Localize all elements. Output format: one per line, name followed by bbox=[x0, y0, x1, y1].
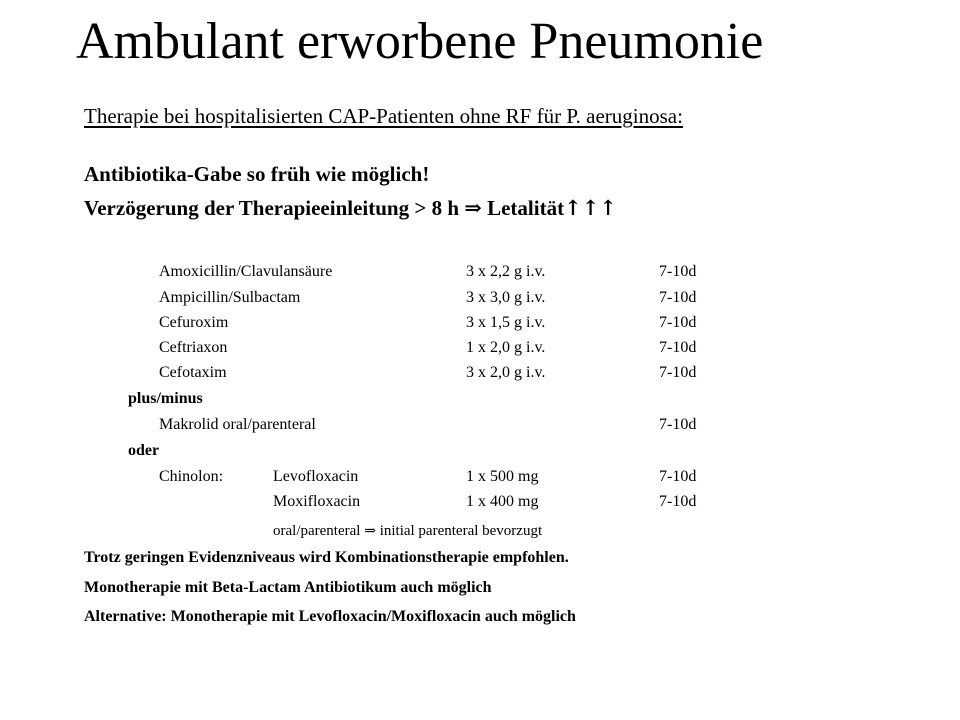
emphasis-line-delay-lethality bbox=[84, 194, 617, 222]
chinolon-drug-dose: 1 x 400 mg bbox=[466, 493, 539, 510]
chinolon-drug-name: Levofloxacin bbox=[273, 468, 359, 485]
implies-arrow-icon: ⇒ bbox=[464, 195, 482, 220]
footer-line: Monotherapie mit Beta-Lactam Antibiotikum auch möglich bbox=[84, 579, 492, 596]
drug-duration: 7-10d bbox=[659, 314, 697, 331]
oder-label: oder bbox=[128, 442, 160, 459]
chinolon-drug-duration: 7-10d bbox=[659, 468, 697, 485]
drug-dose: 3 x 2,0 g i.v. bbox=[466, 364, 546, 381]
note-post: initial parenteral bevorzugt bbox=[379, 523, 543, 539]
drug-name: Ceftriaxon bbox=[159, 339, 228, 356]
drug-dose: 3 x 1,5 g i.v. bbox=[466, 314, 546, 331]
makrolid-name: Makrolid oral/parenteral bbox=[159, 416, 316, 433]
slide-subtitle: Therapie bei hospitalisierten CAP-Patienten ohne RF für P. aeruginosa: bbox=[84, 104, 683, 128]
makrolid-duration: 7-10d bbox=[659, 416, 697, 433]
delay-text: Verzögerung der Therapieeinleitung > 8 h bbox=[84, 196, 459, 220]
drug-duration: 7-10d bbox=[659, 339, 697, 356]
drug-name: Cefuroxim bbox=[159, 314, 229, 331]
drug-dose: 3 x 3,0 g i.v. bbox=[466, 289, 546, 306]
slide-title: Ambulant erworbene Pneumonie bbox=[76, 13, 764, 70]
up-arrows-icon: ↑↑↑ bbox=[564, 195, 617, 220]
drug-duration: 7-10d bbox=[659, 289, 697, 306]
footer-line: Alternative: Monotherapie mit Levofloxacin/Moxifloxacin auch möglich bbox=[84, 608, 576, 625]
chinolon-drug-dose: 1 x 500 mg bbox=[466, 468, 539, 485]
emphasis-line-early-antibiotics: Antibiotika-Gabe so früh wie möglich! bbox=[84, 162, 430, 186]
drug-name: Cefotaxim bbox=[159, 364, 227, 381]
chinolon-label: Chinolon: bbox=[159, 468, 224, 485]
drug-dose: 1 x 2,0 g i.v. bbox=[466, 339, 546, 356]
administration-note bbox=[273, 521, 542, 541]
lethality-text: Letalität bbox=[487, 196, 565, 220]
implies-arrow-icon: ⇒ bbox=[364, 523, 376, 539]
drug-name: Ampicillin/Sulbactam bbox=[159, 289, 301, 306]
note-pre: oral/parenteral bbox=[273, 523, 361, 539]
plus-minus-label: plus/minus bbox=[128, 390, 203, 407]
chinolon-drug-duration: 7-10d bbox=[659, 493, 697, 510]
drug-name: Amoxicillin/Clavulansäure bbox=[159, 263, 333, 280]
drug-duration: 7-10d bbox=[659, 364, 697, 381]
drug-dose: 3 x 2,2 g i.v. bbox=[466, 263, 546, 280]
footer-line: Trotz geringen Evidenzniveaus wird Kombinationstherapie empfohlen. bbox=[84, 549, 569, 566]
chinolon-drug-name: Moxifloxacin bbox=[273, 493, 361, 510]
drug-duration: 7-10d bbox=[659, 263, 697, 280]
